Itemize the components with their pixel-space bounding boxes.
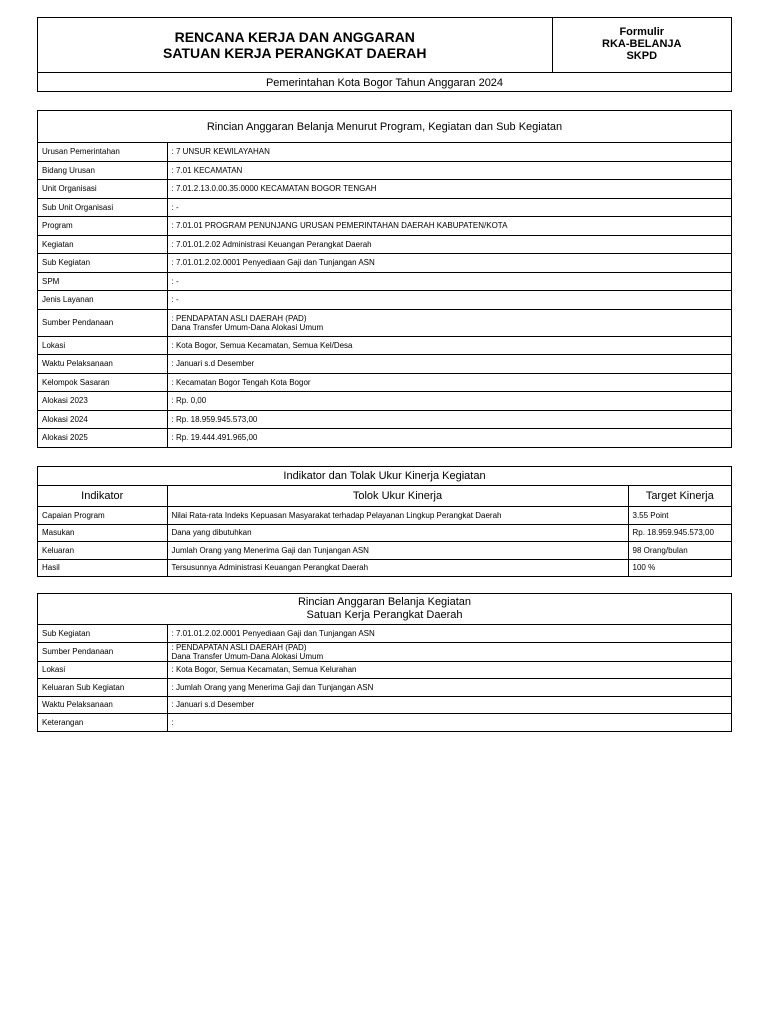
field-value: : 7.01.01 PROGRAM PENUNJANG URUSAN PEMERINTAHAN DAERAH KABUPATEN/KOTA	[167, 217, 731, 236]
indicator-name: Keluaran	[38, 542, 167, 560]
field-value: : 7 UNSUR KEWILAYAHAN	[167, 143, 731, 162]
field-label: Keterangan	[38, 714, 167, 731]
column-header-tolok-ukur: Tolok Ukur Kinerja	[167, 486, 628, 507]
table-row	[38, 161, 731, 180]
table-row	[38, 507, 731, 525]
field-label: SPM	[38, 272, 167, 291]
field-label: Sumber Pendanaan	[38, 309, 167, 336]
column-header-indikator: Indikator	[38, 486, 167, 507]
table-row	[38, 143, 731, 162]
field-value: :	[167, 714, 731, 731]
field-label: Jenis Layanan	[38, 291, 167, 310]
table-row	[38, 542, 731, 560]
indicator-target: Rp. 18.959.945.573,00	[628, 524, 731, 542]
field-value: : Rp. 18.959.945.573,00	[167, 410, 731, 429]
field-label: Alokasi 2025	[38, 429, 167, 447]
field-value: : 7.01.01.2.02.0001 Penyediaan Gaji dan Tunjangan ASN	[167, 625, 731, 643]
field-label: Sub Unit Organisasi	[38, 198, 167, 217]
field-value	[167, 309, 731, 336]
form-type: RKA-BELANJA	[602, 38, 682, 50]
indicator-target: 100 %	[628, 559, 731, 576]
field-label: Sub Kegiatan	[38, 625, 167, 643]
table-row	[38, 272, 731, 291]
field-value: : 7.01.01.2.02.0001 Penyediaan Gaji dan Tunjangan ASN	[167, 254, 731, 273]
table-row	[38, 679, 731, 697]
field-value-line: Dana Transfer Umum-Dana Alokasi Umum	[171, 651, 324, 661]
table-row	[38, 291, 731, 310]
section-title: Rincian Anggaran Belanja Menurut Program, Kegiatan dan Sub Kegiatan	[206, 120, 563, 133]
field-label: Sumber Pendanaan	[38, 642, 167, 661]
field-value: : Kecamatan Bogor Tengah Kota Bogor	[167, 373, 731, 392]
indicator-target: 3.55 Point	[628, 507, 731, 525]
field-value: : Kota Bogor, Semua Kecamatan, Semua Kelurahan	[167, 661, 731, 679]
indicator-measure: Tersusunnya Administrasi Keuangan Perangkat Daerah	[167, 559, 628, 576]
program-detail-section	[37, 110, 732, 448]
government-year: Pemerintahan Kota Bogor Tahun Anggaran 2024	[38, 73, 731, 93]
table-row	[38, 429, 731, 447]
title-line-1: RENCANA KERJA DAN ANGGARAN	[174, 29, 415, 45]
field-value: : Rp. 0,00	[167, 392, 731, 411]
section-title-line-1: Rincian Anggaran Belanja Kegiatan	[297, 596, 472, 608]
field-label: Sub Kegiatan	[38, 254, 167, 273]
section-title: Indikator dan Tolak Ukur Kinerja Kegiatan	[38, 467, 731, 486]
field-value-line: : PENDAPATAN ASLI DAERAH (PAD)	[171, 313, 307, 323]
field-value: : -	[167, 272, 731, 291]
field-value-line: : PENDAPATAN ASLI DAERAH (PAD)	[171, 642, 307, 652]
title-line-2: SATUAN KERJA PERANGKAT DAERAH	[163, 45, 427, 61]
form-label: Formulir	[619, 26, 665, 38]
field-value: : Jumlah Orang yang Menerima Gaji dan Tunjangan ASN	[167, 679, 731, 697]
table-row	[38, 254, 731, 273]
field-value: : 7.01.2.13.0.00.35.0000 KECAMATAN BOGOR TENGAH	[167, 180, 731, 199]
table-row	[38, 524, 731, 542]
field-value: : -	[167, 291, 731, 310]
table-row	[38, 217, 731, 236]
indicator-name: Hasil	[38, 559, 167, 576]
field-label: Waktu Pelaksanaan	[38, 355, 167, 374]
table-row	[38, 180, 731, 199]
table-row	[38, 625, 731, 643]
field-label: Keluaran Sub Kegiatan	[38, 679, 167, 697]
table-row	[38, 410, 731, 429]
table-row	[38, 642, 731, 661]
field-value: : Kota Bogor, Semua Kecamatan, Semua Kel/Desa	[167, 336, 731, 355]
field-value: : Rp. 19.444.491.965,00	[167, 429, 731, 447]
table-row	[38, 392, 731, 411]
field-value: : -	[167, 198, 731, 217]
indicator-name: Masukan	[38, 524, 167, 542]
table-row	[38, 235, 731, 254]
indicator-name: Capaian Program	[38, 507, 167, 525]
indicator-measure: Nilai Rata-rata Indeks Kepuasan Masyarakat terhadap Pelayanan Lingkup Perangkat Daerah	[167, 507, 628, 525]
activity-detail-section	[37, 593, 732, 732]
field-label: Kelompok Sasaran	[38, 373, 167, 392]
field-label: Alokasi 2023	[38, 392, 167, 411]
field-label: Lokasi	[38, 661, 167, 679]
table-row	[38, 373, 731, 392]
field-value: : Januari s.d Desember	[167, 696, 731, 714]
indicator-measure: Dana yang dibutuhkan	[167, 524, 628, 542]
form-header	[37, 17, 732, 92]
section-title-line-2: Satuan Kerja Perangkat Daerah	[306, 609, 463, 621]
indicator-measure: Jumlah Orang yang Menerima Gaji dan Tunjangan ASN	[167, 542, 628, 560]
table-row	[38, 336, 731, 355]
performance-indicator-section	[37, 466, 732, 577]
form-unit: SKPD	[626, 50, 658, 62]
field-value: : 7.01.01.2.02 Administrasi Keuangan Perangkat Daerah	[167, 235, 731, 254]
field-value-line: Dana Transfer Umum-Dana Alokasi Umum	[171, 322, 324, 332]
table-row	[38, 661, 731, 679]
field-label: Program	[38, 217, 167, 236]
table-row	[38, 198, 731, 217]
field-value	[167, 642, 731, 661]
field-label: Urusan Pemerintahan	[38, 143, 167, 162]
table-row	[38, 696, 731, 714]
field-label: Kegiatan	[38, 235, 167, 254]
form-code	[552, 18, 731, 73]
table-row	[38, 355, 731, 374]
table-row	[38, 309, 731, 336]
field-value: : Januari s.d Desember	[167, 355, 731, 374]
table-row	[38, 559, 731, 576]
field-label: Waktu Pelaksanaan	[38, 696, 167, 714]
column-header-target: Target Kinerja	[628, 486, 731, 507]
field-label: Lokasi	[38, 336, 167, 355]
section-title	[38, 594, 731, 625]
table-row	[38, 714, 731, 731]
field-label: Bidang Urusan	[38, 161, 167, 180]
document-title	[38, 18, 552, 73]
field-value: : 7.01 KECAMATAN	[167, 161, 731, 180]
indicator-target: 98 Orang/bulan	[628, 542, 731, 560]
field-label: Unit Organisasi	[38, 180, 167, 199]
field-label: Alokasi 2024	[38, 410, 167, 429]
